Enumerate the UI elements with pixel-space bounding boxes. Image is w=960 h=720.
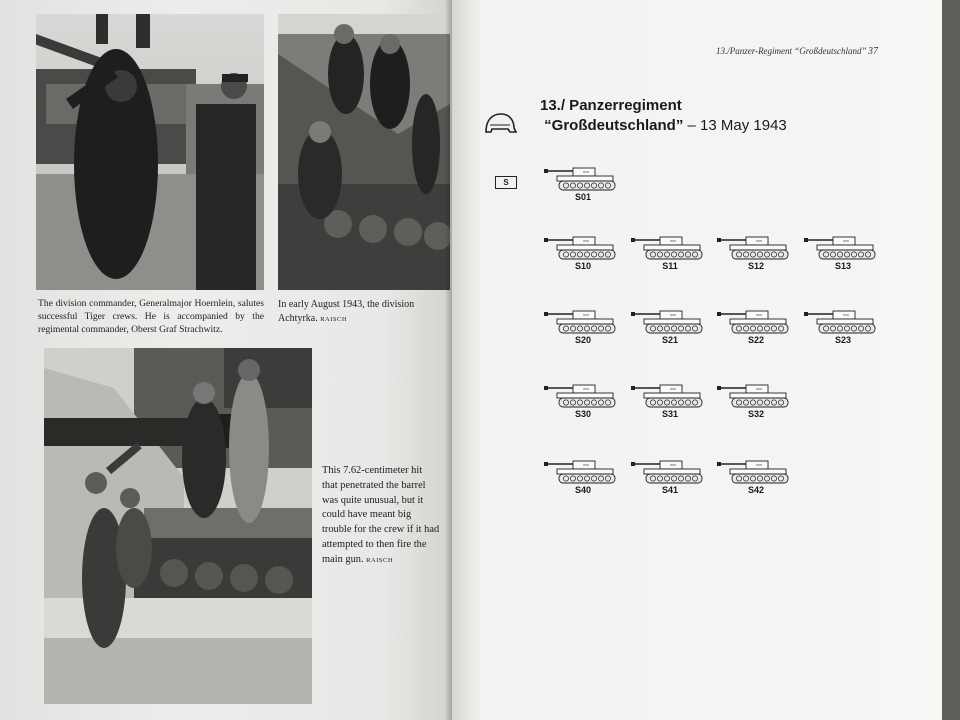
tank-s41 — [630, 458, 710, 498]
tank-label: S11 — [662, 261, 678, 271]
tank-s01 — [543, 165, 623, 205]
photo-credit-bottom: RAISCH — [366, 556, 394, 564]
tiger-tank-icon — [543, 458, 623, 486]
caption-early-august-end: Achtyrka. — [278, 312, 318, 324]
tank-label: S13 — [834, 261, 851, 271]
tank-label: S12 — [747, 261, 764, 271]
tiger-tank-icon — [716, 382, 796, 410]
tank-label: S30 — [574, 409, 591, 419]
tank-s23 — [803, 308, 883, 348]
tank-label: S20 — [574, 335, 591, 345]
photo-credit: RAISCH — [320, 315, 348, 323]
caption-early-august-text: In early August 1943, the division — [278, 299, 415, 310]
tiger-tank-icon — [630, 382, 710, 410]
tank-label: S32 — [747, 409, 764, 419]
tiger-tank-icon — [630, 458, 710, 486]
tiger-tank-icon — [716, 308, 796, 336]
tank-s10 — [543, 234, 623, 274]
tiger-tank-icon — [630, 234, 710, 262]
photo-commander-salute — [36, 14, 264, 290]
tiger-tank-icon — [543, 382, 623, 410]
tank-s21 — [630, 308, 710, 348]
tank-label: S01 — [574, 192, 591, 202]
tank-s20 — [543, 308, 623, 348]
tiger-tank-icon — [630, 308, 710, 336]
tank-label: S21 — [661, 335, 678, 345]
tank-s12 — [716, 234, 796, 274]
unit-title — [540, 96, 787, 137]
photo-tiger-crew-early-august — [278, 14, 450, 290]
running-head: 13./Panzer-Regiment “Großdeutschland” — [716, 46, 867, 56]
unit-title-line1: 13./ Panzerregiment — [540, 97, 682, 114]
tank-label: S23 — [834, 335, 851, 345]
unit-name: “Großdeutschland” — [544, 117, 684, 135]
staff-section-icon: S — [495, 176, 517, 189]
caption-early-august — [278, 298, 450, 325]
tiger-tank-icon — [716, 458, 796, 486]
tank-label: S22 — [747, 335, 764, 345]
left-page — [0, 0, 452, 720]
tank-s30 — [543, 382, 623, 422]
tiger-tank-icon — [716, 234, 796, 262]
tank-s40 — [543, 458, 623, 498]
tank-label: S42 — [747, 485, 764, 495]
tiger-tank-icon — [543, 234, 623, 262]
page-number: 37 — [868, 46, 878, 57]
tiger-tank-icon — [543, 308, 623, 336]
unit-title-line2 — [540, 116, 787, 136]
tiger-tank-icon — [543, 165, 623, 193]
unit-date: – 13 May 1943 — [683, 117, 787, 135]
tank-s31 — [630, 382, 710, 422]
tiger-tank-icon — [803, 234, 883, 262]
caption-barrel-hit-text: This 7.62-centimeter hit that penetrated the barrel was quite unusual, but it could have meant big trouble for the crew if it had attempted to then fire the main gun. — [322, 465, 440, 565]
photo-tiger-barrel-hit — [44, 348, 312, 704]
caption-commander: The division commander, Generalmajor Hoernlein, salutes successful Tiger crews. He is accompanied by the regimental commander, Oberst Graf Strachwitz. — [38, 298, 264, 335]
tank-label: S31 — [661, 409, 678, 419]
caption-barrel-hit — [322, 464, 440, 567]
tank-label: S40 — [574, 485, 591, 495]
tank-s22 — [716, 308, 796, 348]
helmet-icon — [482, 112, 518, 141]
tank-s11 — [630, 234, 710, 274]
tank-label: S41 — [661, 485, 678, 495]
tiger-tank-icon — [803, 308, 883, 336]
tank-s13 — [803, 234, 883, 274]
tank-s42 — [716, 458, 796, 498]
tank-s32 — [716, 382, 796, 422]
tank-label: S10 — [574, 261, 591, 271]
